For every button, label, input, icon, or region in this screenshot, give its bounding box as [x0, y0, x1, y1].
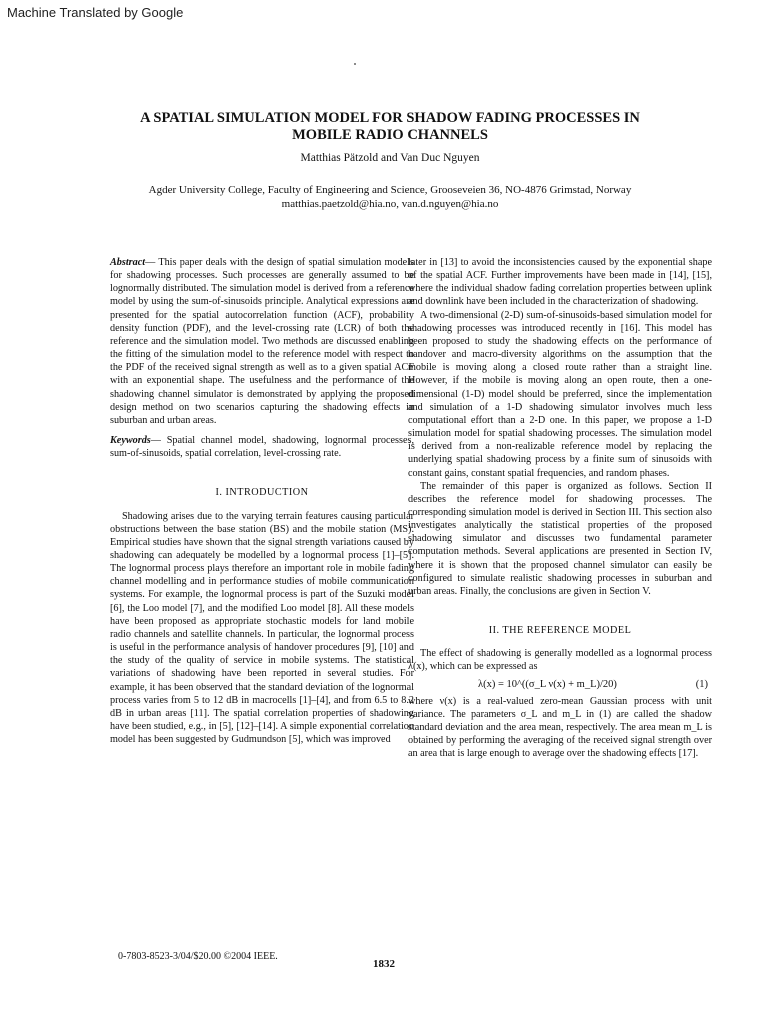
- copyright-notice: 0-7803-8523-3/04/$20.00 ©2004 IEEE.: [118, 951, 278, 962]
- paper-title-line-2: MOBILE RADIO CHANNELS: [292, 127, 488, 143]
- body-paragraph-2: A two-dimensional (2-D) sum-of-sinusoids-based simulation model for shadowing processes was introduced recently in [16]. This model has been proposed to study the shadowing effects on the performance of handover and macro-diversity algorithms on the assumption that the mobile is moving along a closed route rather than a straight line. However, if the mobile is moving along an open route, then a one-dimensional (1-D) model should be preferred, since the implementation and simulation of a 1-D shadowing simulator involves much less computational effort than a 2-D one. In this paper, we propose a 1-D simulation model for spatial shadowing processes. The simulation model is derived from a non-realizable reference model by replacing the underlying spatial shadowing process by a finite sum of sinusoids with constant gains, constant spatial frequencies, and random phases.: [408, 309, 712, 479]
- keywords-text: — Spatial channel model, shadowing, lognormal processes, sum-of-sinusoids, spatial correlation, level-crossing rate.: [110, 435, 414, 460]
- affiliation-emails: matthias.paetzold@hia.no, van.d.nguyen@hia.no: [281, 198, 499, 210]
- body-paragraph-1: later in [13] to avoid the inconsistencies caused by the exponential shape of the spatial ACF. Further improvements have been made in [14], [15], where the individual shadow fading correlation properties between uplink and downlink have been included in the characterization of shadowing.: [408, 257, 712, 308]
- author-affiliation: [60, 183, 720, 211]
- keywords-label: Keywords: [110, 435, 151, 447]
- body-paragraph-5: where ν(x) is a real-valued zero-mean Gaussian process with unit variance. The parameters σ_L and m_L in (1) are called the shadow standard deviation and the area mean, respectively. The area mean m_L is obtained by performing the averaging of the received signal strength over an area that is large enough to average over the shadowing effects [17].: [408, 695, 712, 760]
- affiliation-address: Agder University College, Faculty of Engineering and Science, Grooseveien 36, NO-4876 Grimstad, Norway: [148, 184, 632, 196]
- introduction-paragraph: Shadowing arises due to the varying terrain features causing particular obstructions between the base station (BS) and the mobile station (MS). Empirical studies have shown that the signal strength variations caused by shadowing can adequately be modelled by a lognormal process [1]–[5]. The lognormal process plays therefore an important role in mobile fading channel modelling and in performance studies of mobile communication systems. For example, the lognormal process is part of the Suzuki model [6], the Loo model [7], and the modified Loo model [8]. All these models have been proposed as appropriate stochastic models for land mobile radio channels and satellite channels. In particular, the lognormal process is useful in the performance analysis of handover procedures [9], [10] and the study of the quality of service in mobile systems. The statistical variations of shadowing have been reported in several studies. For example, it has been observed that the standard deviation of the lognormal process varies from 5 to 12 dB in macrocells [1]–[4], and from 6.5 to 8.2 dB in urban areas [11]. The spatial correlation properties of shadowing have been studied, e.g., in [5], [12]–[14]. A simple exponential correlation model has been suggested by Gudmundson [5], which was improved: [110, 510, 414, 746]
- equation-1: [408, 678, 712, 691]
- paper-title: [110, 110, 670, 144]
- right-column: [408, 256, 712, 760]
- equation-formula: λ(x) = 10^((σ_L ν(x) + m_L)/20): [478, 678, 617, 690]
- abstract-label: Abstract: [110, 257, 146, 268]
- machine-translation-banner: Machine Translated by Google: [7, 5, 184, 20]
- paper-title-line-1: A SPATIAL SIMULATION MODEL FOR SHADOW FADING PROCESSES IN: [140, 110, 640, 126]
- page-number: 1832: [373, 958, 395, 970]
- scan-speck: [354, 63, 356, 65]
- section-heading-introduction: I. INTRODUCTION: [215, 487, 309, 499]
- abstract: [110, 256, 414, 427]
- abstract-text: — This paper deals with the design of spatial simulation models for shadowing processes. Such processes are generally assumed to be lognormally distributed. The simulation model is derived from a reference model by using the sum-of-sinusoids principle. Analytical expressions are presented for the spatial autocorrelation function (ACF), probability density function (PDF), and the level-crossing rate (LCR) of both the reference and the simulation model. Two methods are discussed enabling the fitting of the simulation model to the reference model with respect to the PDF of the received signal strength as well as to a given spatial ACF with an exponential shape. The usefulness and the performance of the shadowing channel simulator is demonstrated by applying the proposed design method on two scenarios capturing the shadowing effects in suburban and urban areas.: [110, 257, 414, 426]
- left-column: [110, 256, 414, 746]
- keywords: [110, 434, 414, 460]
- body-paragraph-3: The remainder of this paper is organized as follows. Section II describes the reference model for shadowing processes. The corresponding simulation model is derived in Section III. This section also investigates analytically the statistical properties of the proposed shadowing simulator and discusses two fundamental parameter computation methods. Several applications are presented in Section IV, where it is shown that the proposed channel simulator can easily be configured to simulate realistic shadowing processes in suburban and urban areas. Finally, the conclusions are given in Section V.: [408, 480, 712, 597]
- paper-authors: Matthias Pätzold and Van Duc Nguyen: [300, 152, 480, 164]
- body-paragraph-4: The effect of shadowing is generally modelled as a lognormal process λ(x), which can be expressed as: [408, 648, 712, 673]
- equation-number: (1): [695, 678, 708, 690]
- section-heading-reference-model: II. THE REFERENCE MODEL: [488, 625, 632, 637]
